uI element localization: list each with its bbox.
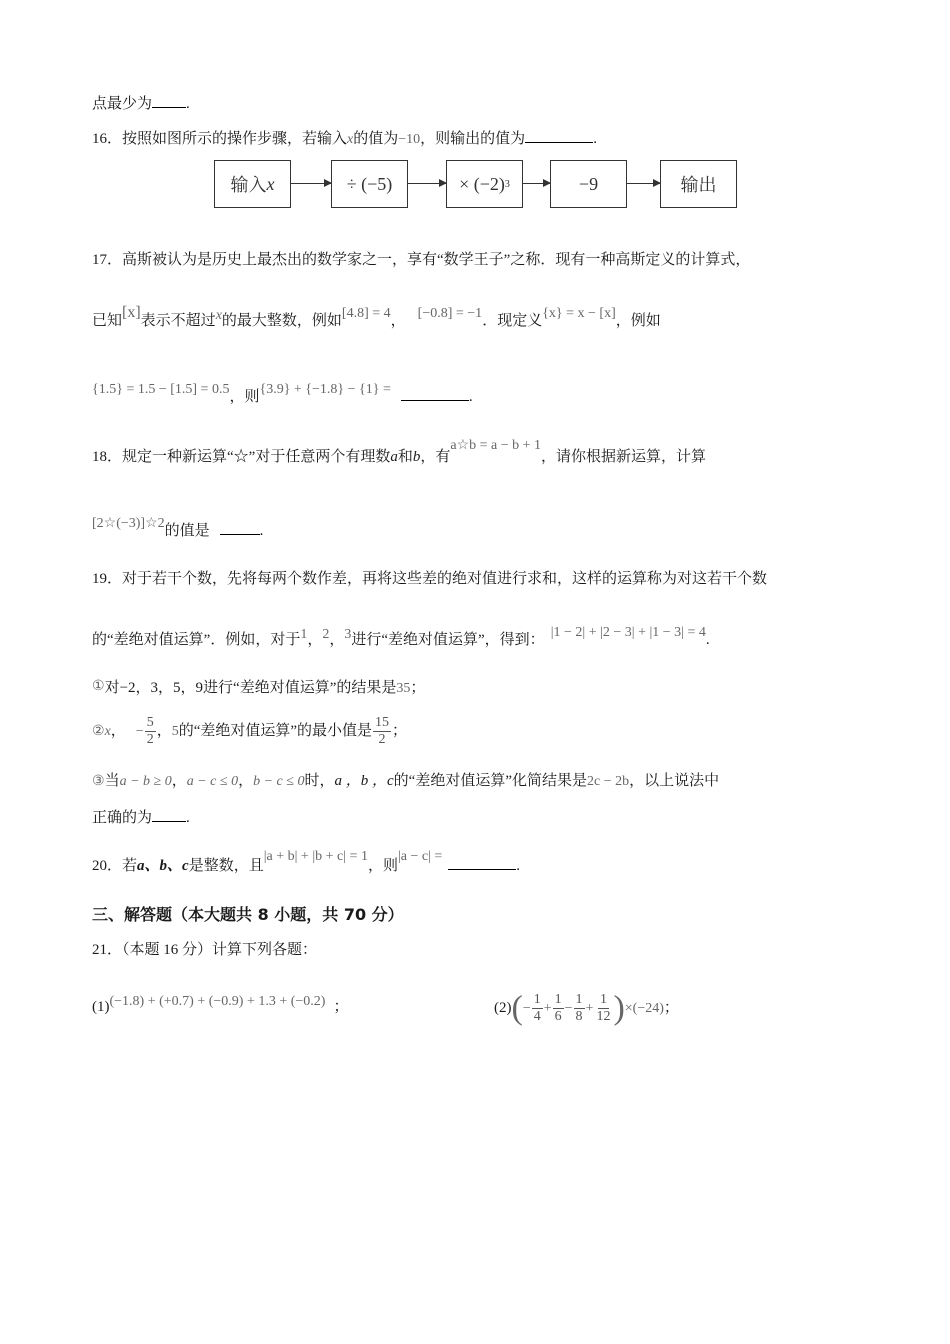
- q19-item1-value: 35: [396, 681, 411, 696]
- q19-text: 的“差绝对值运算”．例如，对于: [92, 632, 301, 648]
- flow-output-label: 输出: [680, 175, 717, 195]
- q19-text: 当: [104, 773, 120, 789]
- q19-condition: a − c ≤ 0: [186, 774, 239, 789]
- answer-blank[interactable]: [525, 128, 593, 143]
- q17-text: 已知: [92, 313, 123, 329]
- section-title-text: 三、解答题（本大题共 8 小题，共 70 分）: [92, 905, 404, 924]
- question-16: [92, 128, 597, 151]
- section-title: [92, 902, 404, 925]
- q19-text: ，: [307, 632, 323, 648]
- q21-part-2: (2)(− $\frac{1}{4}$ + $\frac{1}{6}$ − $\frac{1}{8}$ + $\frac{1}{12}$ )×(−24)；: [494, 989, 679, 1027]
- q19-text: 的“差绝对值运算”的最小值是: [178, 723, 373, 739]
- q21-part1-label: (1): [92, 999, 110, 1015]
- q16-end: .: [593, 131, 597, 147]
- fraction-numerator: 5: [146, 715, 154, 731]
- q16-text-before: 按照如图所示的操作步骤，若输入: [122, 131, 348, 147]
- q21-text: （本题 16 分）计算下列各题：: [122, 942, 318, 958]
- q19-text: ；: [392, 723, 408, 739]
- flow-multiply-label: × (−2): [459, 173, 505, 194]
- q18-var-a: a: [390, 449, 398, 465]
- q21-number: 21．: [92, 942, 123, 958]
- q19-text: 的“差绝对值运算”化简结果是: [393, 773, 587, 789]
- q19-number-2: 2: [322, 627, 330, 642]
- q19-item-1: [92, 677, 425, 700]
- flow-multiply-box: [446, 160, 523, 208]
- q19-text: ，: [156, 723, 172, 739]
- q19-text: .: [705, 632, 710, 648]
- q20-text: ，则: [367, 858, 398, 874]
- circled-2-icon: ②: [92, 724, 105, 739]
- q15-text: 点最少为: [92, 96, 153, 112]
- q17-text: ，例如: [615, 313, 661, 329]
- fraction: [373, 715, 391, 748]
- q19-line1: 对于若干个数，先将每两个数作差，再将这些差的绝对值进行求和，这样的运算称为对这若干个数: [122, 571, 768, 587]
- answer-blank[interactable]: [220, 520, 260, 535]
- q16-text-mid: 的值为: [353, 131, 399, 147]
- q18-text: 的值是: [164, 523, 210, 539]
- circled-3-icon: ③: [92, 774, 105, 789]
- question-18: [92, 438, 707, 469]
- fraction-numerator: 15: [375, 715, 390, 731]
- q19-text: ，: [238, 773, 254, 789]
- fraction-denominator: 4: [533, 1009, 541, 1025]
- flow-arrow: [408, 183, 446, 184]
- q20-number: 20．: [92, 858, 123, 874]
- q18-var-b: b: [412, 449, 421, 465]
- q16-var: x: [347, 132, 354, 147]
- flow-arrow: [291, 183, 331, 184]
- flow-multiply-exp: 3: [504, 178, 510, 190]
- q19-formula: |1 − 2| + |2 − 3| + |1 − 3| = 4: [550, 625, 706, 640]
- q19-condition: a − b ≥ 0: [119, 774, 172, 789]
- q19-item-2: ②x， − $\frac{5}{2}$ ，5的“差绝对值运算”的最小值是 $\frac{15}{2}$ ；: [92, 715, 408, 748]
- fraction-numerator: 1: [554, 992, 562, 1008]
- q21-part1-expression: (−1.8) + (+0.7) + (−0.9) + 1.3 + (−0.2): [109, 994, 326, 1009]
- fraction-denominator: 12: [596, 1009, 611, 1025]
- answer-blank[interactable]: [401, 386, 469, 401]
- q17-formula: [−0.8] = −1: [417, 306, 483, 321]
- q19-item-3: [92, 770, 719, 793]
- q19-result: 2c − 2b: [586, 774, 630, 789]
- q17-text: 的最大整数，例如: [221, 313, 342, 329]
- answer-blank[interactable]: [448, 855, 516, 870]
- q17-line1: 高斯被认为是历史上最杰出的数学家之一，享有“数学王子”之称．现有一种高斯定义的计算式，: [122, 252, 751, 268]
- q19-text: ；: [410, 680, 426, 696]
- q19-text: ，: [110, 723, 126, 739]
- flow-divide-box: [331, 160, 408, 208]
- q15-end: .: [186, 96, 190, 112]
- q20-condition: |a + b| + |b + c| = 1: [263, 849, 368, 864]
- flow-input-var: x: [266, 173, 275, 194]
- q19-line2: [92, 625, 710, 652]
- q18-line2: [92, 516, 264, 543]
- q19-text: 时，: [304, 773, 335, 789]
- q19-text: ，: [171, 773, 187, 789]
- fraction-numerator: 1: [599, 992, 607, 1008]
- fraction-numerator: 1: [533, 992, 541, 1008]
- fraction-denominator: 2: [146, 732, 154, 748]
- q19-text: ，: [329, 632, 345, 648]
- q18-text: 和: [397, 449, 413, 465]
- q19-end: .: [186, 810, 190, 826]
- q17-var: x: [215, 308, 222, 323]
- q17-line2: [92, 304, 661, 333]
- q18-end: .: [259, 523, 264, 539]
- q16-text-after: ，则输出的值为: [420, 131, 526, 147]
- q16-value: −10: [398, 132, 421, 147]
- q17-end: .: [468, 389, 473, 405]
- q21-part2-tail: ×(−24): [624, 1001, 664, 1016]
- q20-vars: a、b、c: [137, 858, 189, 874]
- q18-formula: a☆b = a − b + 1: [450, 438, 542, 453]
- q20-text: 是整数，且: [188, 858, 264, 874]
- q19-text: 进行“差绝对值运算”，得到：: [351, 632, 545, 648]
- q19-number-1: 1: [300, 627, 308, 642]
- q17-text: ，则: [229, 389, 260, 405]
- fraction: [574, 992, 585, 1025]
- answer-blank[interactable]: [152, 93, 186, 108]
- fraction-denominator: 2: [378, 732, 386, 748]
- question-20: [92, 849, 521, 878]
- fraction-numerator: 1: [575, 992, 583, 1008]
- q19-last-line: [92, 807, 190, 829]
- flow-arrow: [627, 183, 660, 184]
- q21-part2-label: (2): [494, 1000, 512, 1016]
- fraction: [553, 992, 564, 1025]
- circled-1-icon: ①: [92, 679, 105, 694]
- q19-var-x: x: [104, 724, 111, 739]
- question-21: [92, 939, 317, 961]
- question-19: [92, 568, 767, 590]
- q20-end: .: [516, 858, 521, 874]
- q19-vars: a ，b ，c: [334, 773, 394, 789]
- q18-number: 18．: [92, 449, 123, 465]
- q17-formula: [x]: [122, 304, 141, 321]
- q20-ask: |a − c| =: [397, 849, 443, 864]
- q17-formula: {3.9} + {−1.8} − {1} =: [259, 382, 391, 397]
- q19-item1-numbers: −2，3，5，9: [119, 680, 204, 696]
- q21-text: ；: [663, 1000, 679, 1016]
- q21-text: ；: [333, 999, 349, 1015]
- q18-text: ，请你根据新运算，计算: [541, 449, 707, 465]
- q17-formula: [4.8] = 4: [341, 306, 391, 321]
- fraction: [594, 992, 612, 1025]
- q18-text: 规定一种新运算“☆”对于任意两个有理数: [122, 449, 391, 465]
- q20-text: 若: [122, 858, 138, 874]
- q19-number: 19．: [92, 571, 123, 587]
- q17-number: 17．: [92, 252, 123, 268]
- fraction-denominator: 6: [554, 1009, 562, 1025]
- q17-text: ，: [390, 313, 406, 329]
- q19-number-5: 5: [171, 724, 179, 739]
- flow-input-box: [214, 160, 291, 208]
- q21-part-1: [92, 996, 348, 1019]
- fraction-denominator: 8: [575, 1009, 583, 1025]
- q17-formula: {1.5} = 1.5 − [1.5] = 0.5: [92, 382, 230, 397]
- q17-line3: [92, 382, 473, 409]
- fraction: [532, 992, 543, 1025]
- q17-text: ．现定义: [482, 313, 543, 329]
- flow-subtract-box: [550, 160, 627, 208]
- q19-text: 对: [104, 680, 120, 696]
- q19-condition: b − c ≤ 0: [253, 774, 305, 789]
- q19-text: 正确的为: [92, 810, 153, 826]
- flow-divide-label: ÷ (−5): [346, 173, 393, 194]
- q18-text: ，有: [420, 449, 451, 465]
- flow-output-box: [660, 160, 737, 208]
- q18-formula: [2☆(−3)]☆2: [92, 516, 165, 531]
- q16-number: 16．: [92, 131, 123, 147]
- flow-arrow: [523, 183, 550, 184]
- question-17: [92, 249, 750, 271]
- answer-blank[interactable]: [152, 807, 186, 822]
- flow-subtract-label: −9: [578, 173, 599, 194]
- q19-text: ，以上说法中: [629, 773, 720, 789]
- q17-text: 表示不超过: [140, 313, 216, 329]
- q17-formula: {x} = x − [x]: [542, 306, 616, 321]
- q15-tail: [92, 93, 190, 115]
- q19-number-3: 3: [344, 627, 352, 642]
- q19-text: 进行“差绝对值运算”的结果是: [203, 680, 397, 696]
- fraction: [145, 715, 156, 748]
- flow-input-label: 输入: [230, 175, 267, 195]
